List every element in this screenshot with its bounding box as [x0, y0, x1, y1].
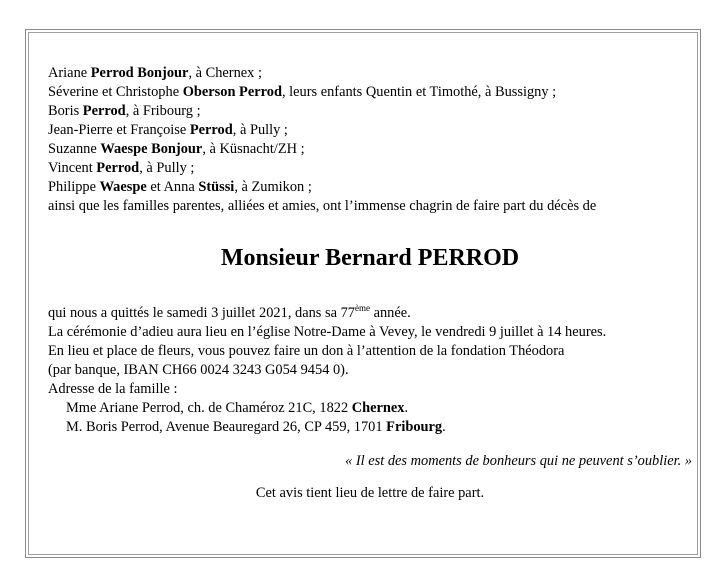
ceremony-line: La cérémonie d’adieu aura lieu en l’église Notre-Dame à Vevey, le vendredi 9 juillet à 14 heures.	[48, 324, 607, 340]
family-line	[48, 64, 692, 83]
family-name-bold: Oberson Perrod	[182, 84, 282, 100]
family-name-bold: Perrod	[82, 103, 126, 119]
family-line	[48, 159, 692, 178]
family-name-bold: Stüssi	[198, 179, 235, 195]
family-line	[48, 140, 692, 159]
address-end: .	[442, 419, 446, 435]
family-line-location: , leurs enfants Quentin et Timothé, à Bussigny ;	[281, 84, 557, 100]
family-name-bold: Perrod	[96, 160, 140, 176]
family-line-location: , à Pully ;	[139, 160, 195, 176]
address-city: Fribourg	[386, 419, 443, 435]
memorial-quote: « Il est des moments de bonheurs qui ne peuvent s’oublier. »	[345, 453, 692, 469]
family-name-bold: Perrod Bonjour	[90, 65, 189, 81]
address-text: M. Boris Perrod, Avenue Beauregard 26, CP 459, 1701	[66, 419, 387, 435]
family-name-bold: Waespe	[99, 179, 147, 195]
address-city: Chernex	[351, 400, 405, 416]
family-line-text: Boris	[48, 103, 83, 119]
family-line	[48, 102, 692, 121]
donation-line: En lieu et place de fleurs, vous pouvez faire un don à l’attention de la fondation Théodora	[48, 343, 565, 359]
family-line-text: Séverine et Christophe	[48, 84, 183, 100]
passing-line	[48, 304, 692, 323]
address-end: .	[404, 400, 409, 416]
family-line-text: Jean-Pierre et Françoise	[48, 122, 190, 138]
family-line-text: Vincent	[48, 160, 97, 176]
closing-note: Cet avis tient lieu de lettre de faire part.	[255, 485, 485, 501]
family-line	[48, 178, 692, 197]
family-line-location: , à Küsnacht/ZH ;	[202, 141, 305, 157]
family-line-location: , à Zumikon ;	[234, 179, 312, 195]
family-line-text: Ariane	[48, 65, 91, 81]
family-line	[48, 83, 692, 102]
family-line-text: Philippe	[48, 179, 100, 195]
ordinal-superscript: ème	[354, 303, 370, 313]
family-line-text: et Anna	[146, 179, 199, 195]
passing-text-end: année.	[369, 305, 411, 321]
family-line-location: , à Pully ;	[232, 122, 288, 138]
donation-iban-line: (par banque, IBAN CH66 0024 3243 G054 9454 0).	[48, 362, 349, 378]
family-line-location: , à Chernex ;	[188, 65, 262, 81]
address-heading: Adresse de la famille :	[48, 381, 178, 397]
address-line	[48, 418, 692, 437]
family-name-bold: Waespe Bonjour	[100, 141, 203, 157]
family-name-bold: Perrod	[189, 122, 233, 138]
family-line-location: , à Fribourg ;	[125, 103, 201, 119]
address-line	[48, 399, 692, 418]
intro-line: ainsi que les familles parentes, alliées et amies, ont l’immense chagrin de faire part du décès de	[48, 198, 597, 214]
announcement-body	[48, 304, 692, 437]
address-text: Mme Ariane Perrod, ch. de Chaméroz 21C, 1822	[66, 400, 352, 416]
passing-text: qui nous a quittés le samedi 3 juillet 2021, dans sa 77	[48, 305, 355, 321]
family-line	[48, 121, 692, 140]
deceased-name: Monsieur Bernard PERROD	[220, 245, 520, 271]
family-list	[48, 64, 692, 216]
family-line-text: Suzanne	[48, 141, 101, 157]
